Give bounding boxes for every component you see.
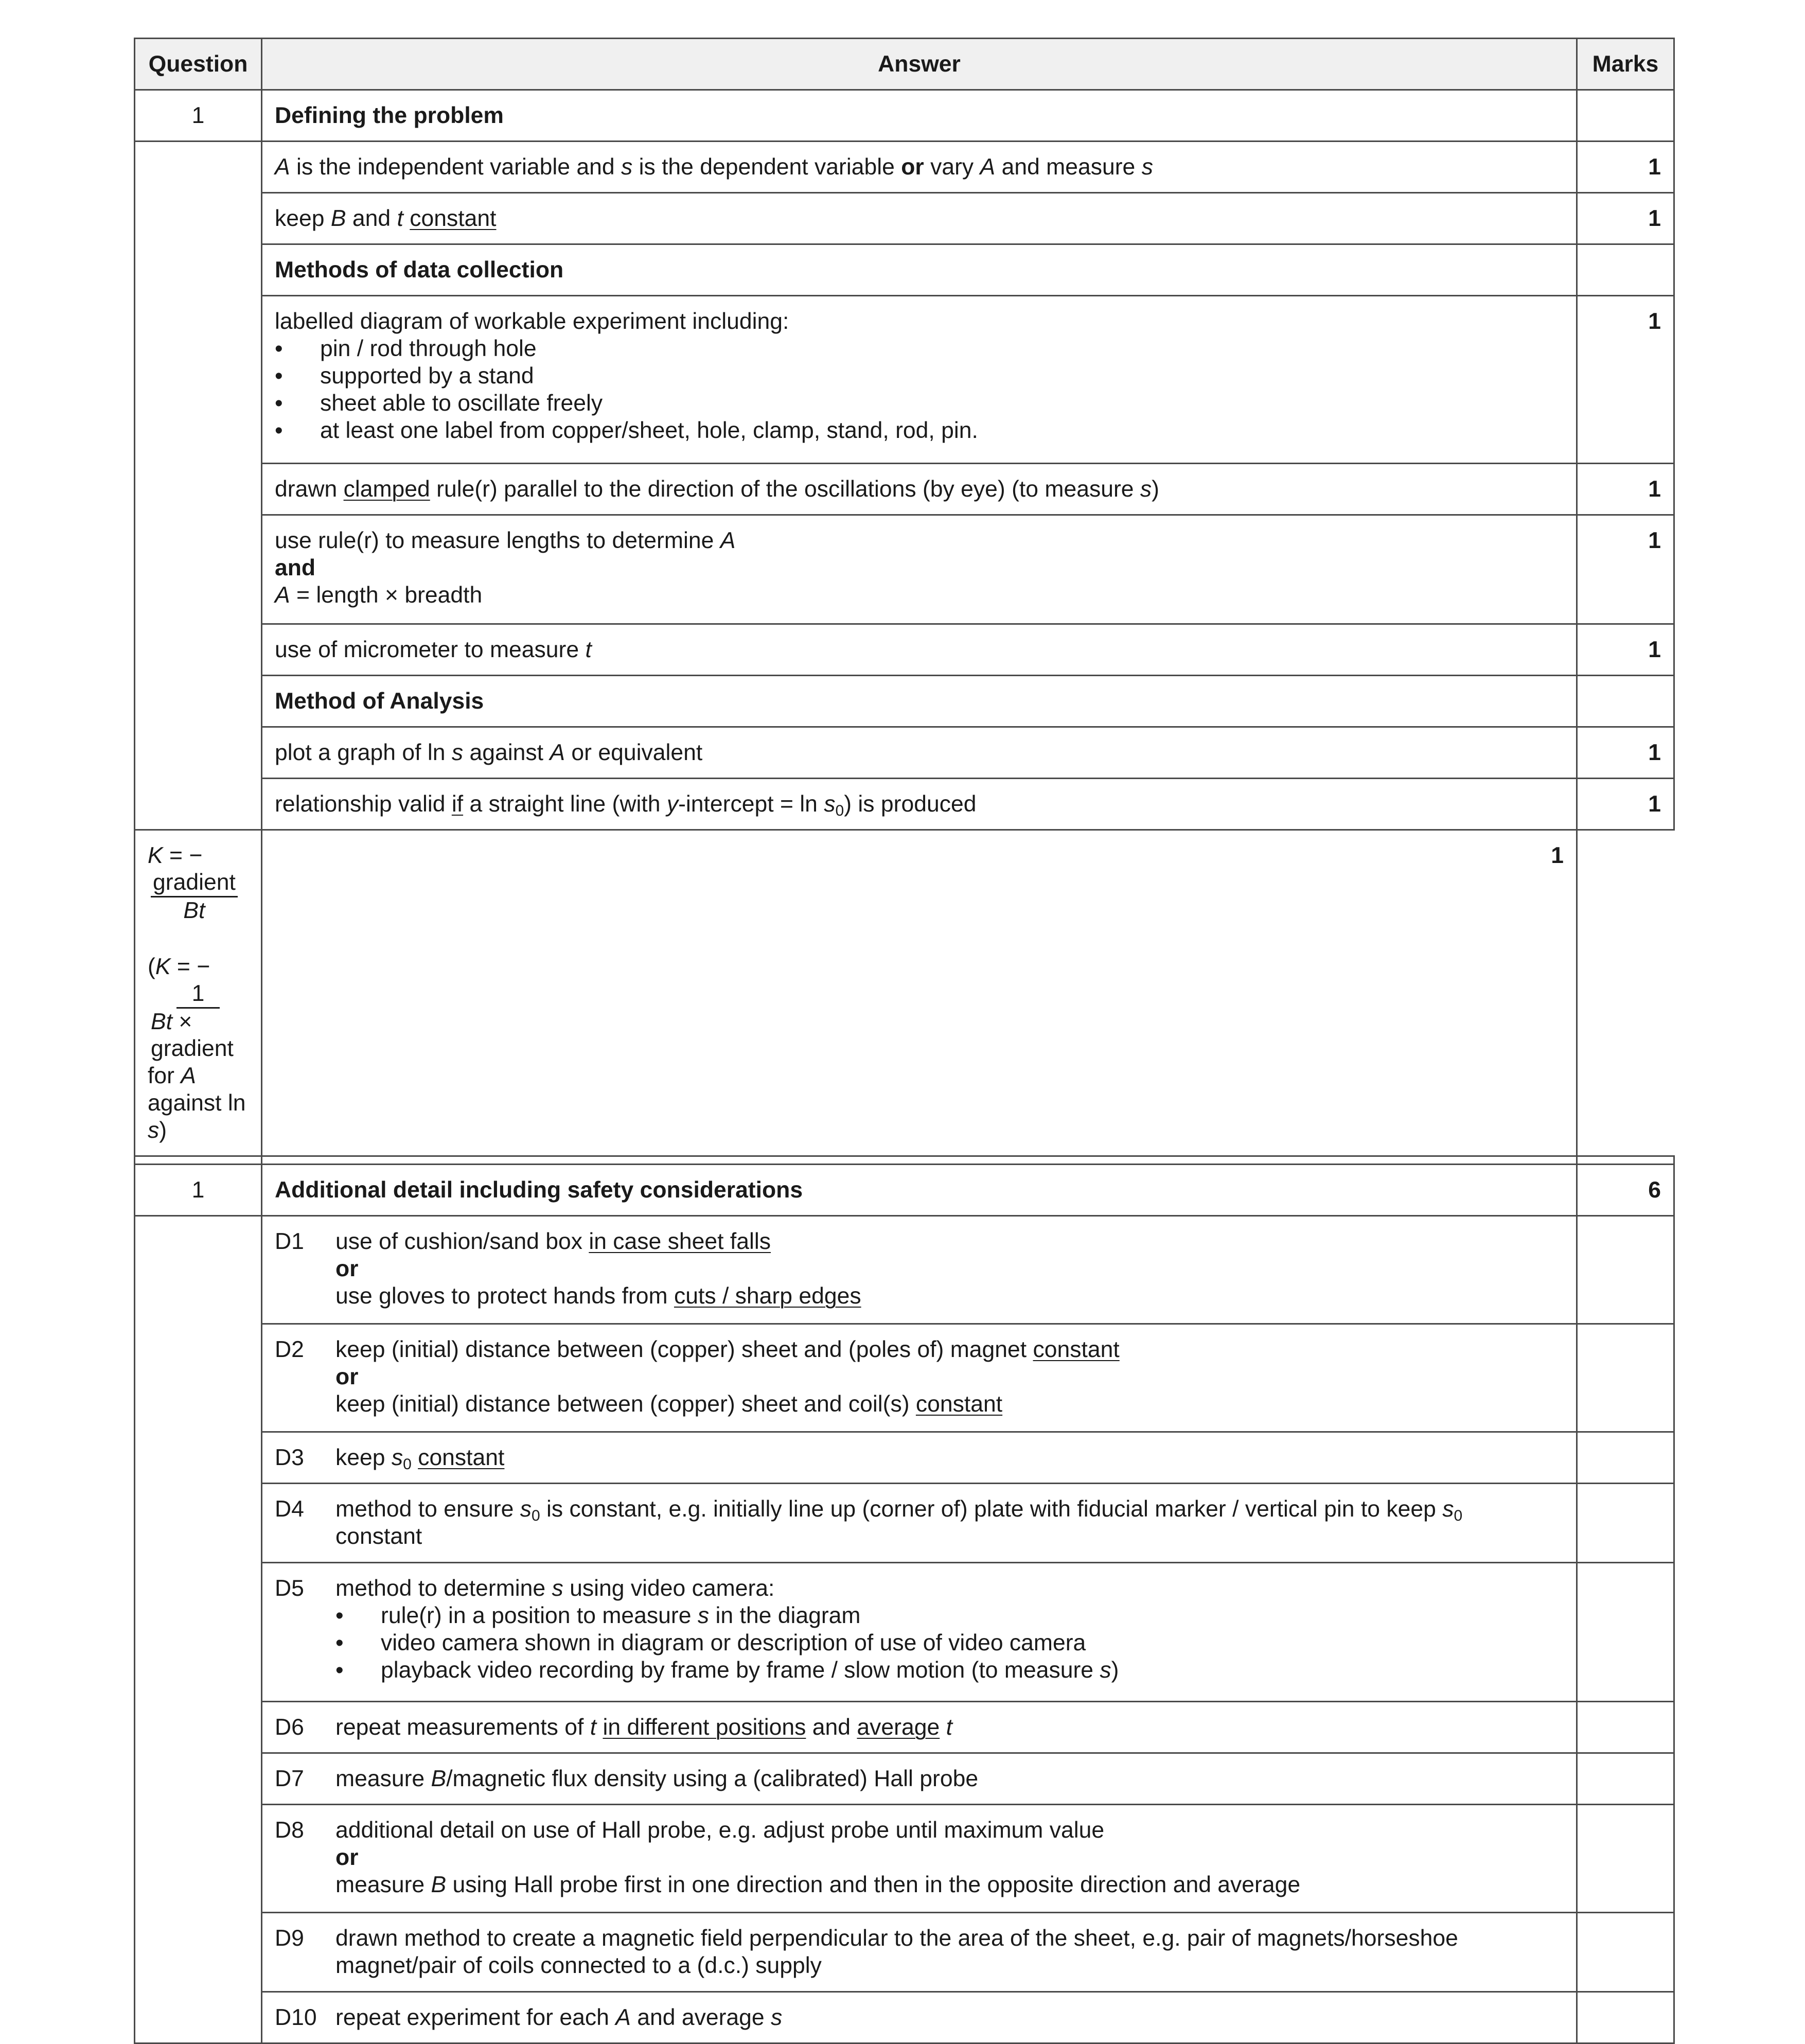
mark-value: 1: [1577, 727, 1674, 779]
detail-d7: D7 measure B/magnetic flux density using a (calibrated) Hall probe: [262, 1753, 1577, 1805]
answer-row-area: use rule(r) to measure lengths to determine A and A = length × breadth: [262, 515, 1577, 624]
marks-cell: [1577, 90, 1674, 142]
mark-scheme-table: [134, 38, 1675, 2044]
answer-row-variables: A is the independent variable and s is the dependent variable or vary A and measure s: [262, 142, 1577, 193]
detail-d9: D9 drawn method to create a magnetic field perpendicular to the area of the sheet, e.g. pair of magnets/horseshoe magnet/pair of coils connected to a (d.c.) supply: [262, 1913, 1577, 1992]
mark-value: 1: [1577, 515, 1674, 624]
mark-value: 1: [1577, 779, 1674, 830]
section-title: Additional detail including safety considerations: [262, 1165, 1577, 1216]
section-title: Method of Analysis: [262, 676, 1577, 727]
marks-cell: [1577, 676, 1674, 727]
section-divider: [135, 1156, 1674, 1165]
mark-value: 1: [1577, 464, 1674, 515]
detail-d4: D4 method to ensure $s_0$ is constant, e.g. initially line up (corner of) plate with fiducial marker / vertical pin to keep $s_0$ constant: [262, 1484, 1577, 1563]
detail-d5: D5 method to determine s using video camera: • rule(r) in a position to measure s in the diagram • video camera shown in diagram or description of use of video camera • playback video recording by frame by frame / slow motion (to measure s): [262, 1563, 1577, 1702]
answer-row-diagram: labelled diagram of workable experiment including: • pin / rod through hole • supported by a stand • sheet able to oscillate freely • at least one label from copper/sheet, hole, clamp, stand, rod, pin.: [262, 296, 1577, 464]
detail-d1: D1 use of cushion/sand box in case sheet falls or use gloves to protect hands from cuts / sharp edges: [262, 1216, 1577, 1324]
detail-d10: D10 repeat experiment for each A and average s: [262, 1992, 1577, 2043]
formula-k-alt: (K = − $\frac{1}{\text{Bt × gradient}}$ for A against ln s): [148, 954, 246, 1143]
detail-d6: D6 repeat measurements of t in different positions and average t: [262, 1702, 1577, 1753]
section-title: Methods of data collection: [262, 244, 1577, 296]
question-number: 1: [135, 1165, 262, 1216]
mark-value: 6: [1577, 1165, 1674, 1216]
answer-row-rule: drawn clamped rule(r) parallel to the direction of the oscillations (by eye) (to measure s): [262, 464, 1577, 515]
question-cell-empty: [135, 1216, 262, 2043]
mark-value: 1: [1577, 142, 1674, 193]
mark-value: 1: [1577, 193, 1674, 244]
header-marks: Marks: [1577, 39, 1674, 90]
header-question: Question: [135, 39, 262, 90]
mark-value: 1: [1577, 296, 1674, 464]
mark-value: 1: [1577, 624, 1674, 676]
answer-row-graph: plot a graph of ln s against A or equivalent: [262, 727, 1577, 779]
detail-d2: D2 keep (initial) distance between (copper) sheet and (poles of) magnet constant or keep (initial) distance between (copper) sheet and coil(s) constant: [262, 1324, 1577, 1432]
answer-row-constants: keep B and t constant: [262, 193, 1577, 244]
answer-row-k-formula: [135, 830, 262, 1156]
section-title: Defining the problem: [262, 90, 1577, 142]
detail-d3: D3 keep $s_0$ constant: [262, 1432, 1577, 1484]
formula-k: K = − $\frac{\text{gradient}}{Bt}$: [148, 842, 249, 924]
question-number: 1: [135, 90, 262, 142]
answer-row-micrometer: use of micrometer to measure t: [262, 624, 1577, 676]
answer-row-relationship: relationship valid if a straight line (with y-intercept = $\ln s_0$) is produced: [262, 779, 1577, 830]
marks-cell: [1577, 244, 1674, 296]
mark-value: 1: [262, 830, 1577, 1156]
detail-d8: D8 additional detail on use of Hall probe, e.g. adjust probe until maximum value or measure B using Hall probe first in one direction and then in the opposite direction and average: [262, 1805, 1577, 1913]
header-answer: Answer: [262, 39, 1577, 90]
question-cell-empty: [135, 142, 262, 830]
